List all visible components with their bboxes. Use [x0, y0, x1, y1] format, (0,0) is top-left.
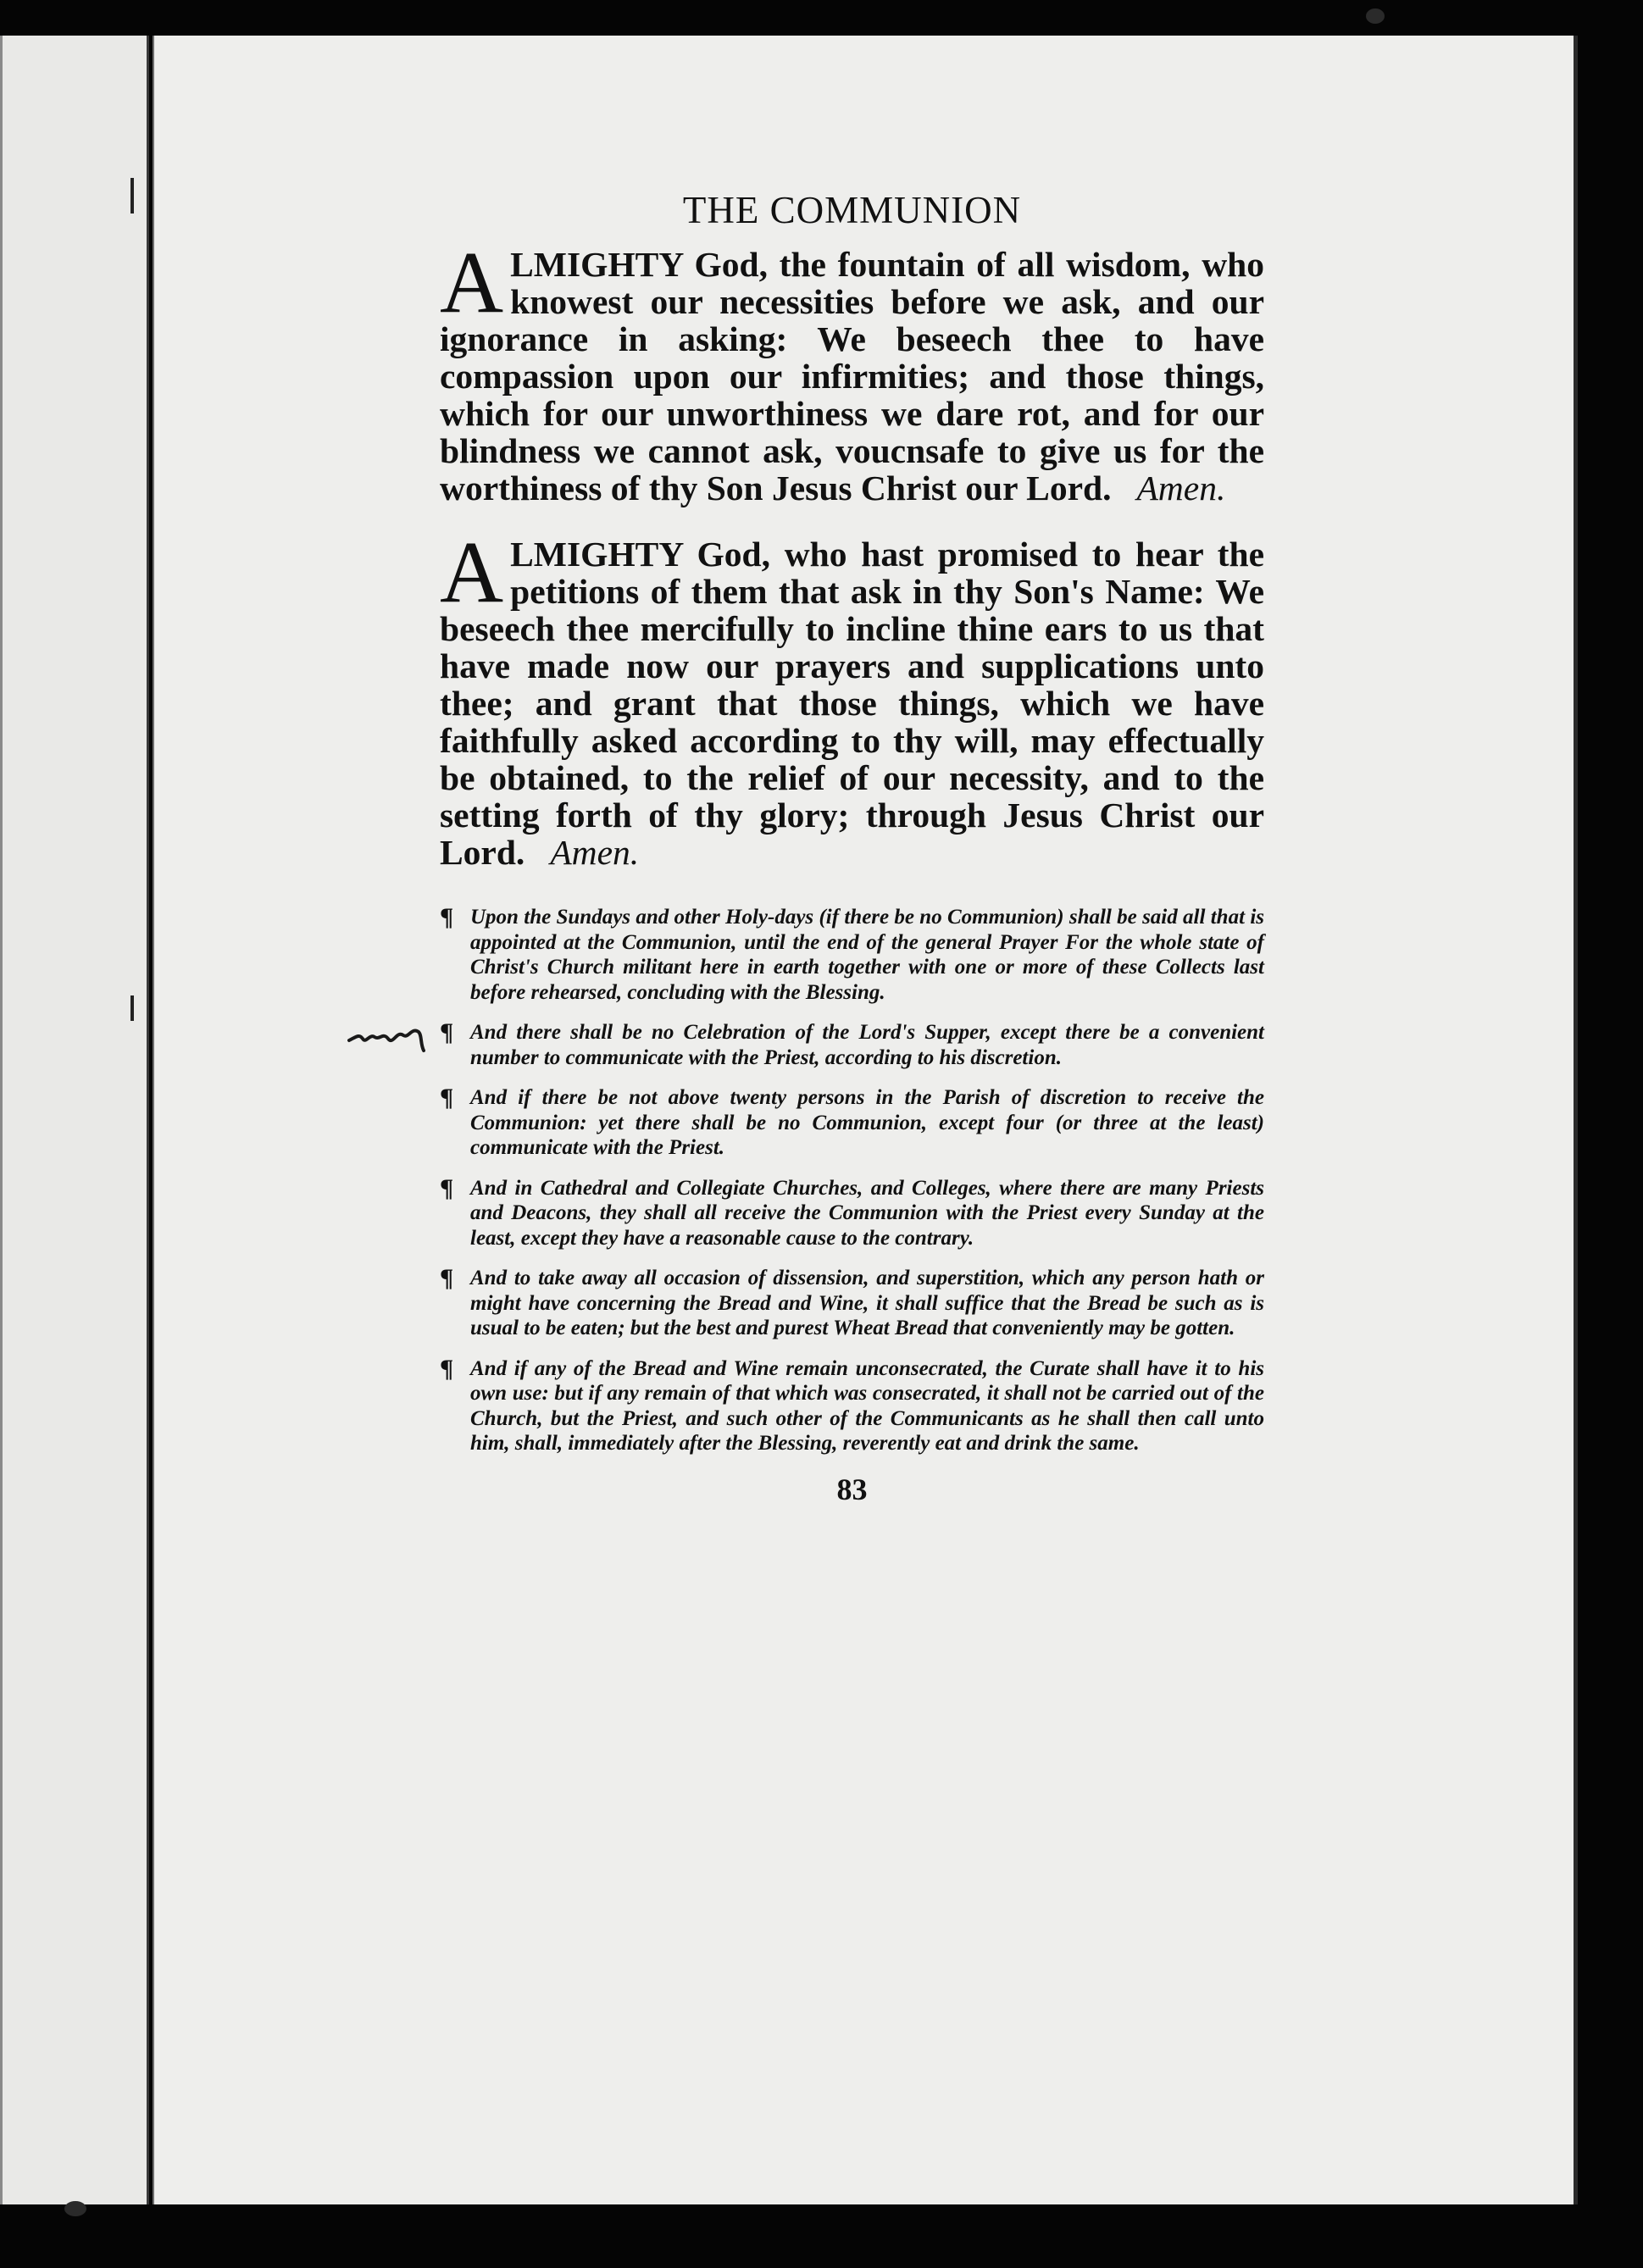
page-number: 83	[836, 1472, 868, 1506]
collect-text: LMIGHTY God, the fountain of all wisdom, who knowest our necessities before we ask, and our ignorance in asking: We beseech thee to have compassion upon our infirmities; and those things, which for our unworthiness we dare rot, and for our blindness we cannot ask, voucnsafe to give us for the worthiness of thy Son Jesus Christ our Lord.	[440, 245, 1264, 507]
rubric-text: And if any of the Bread and Wine remain unconsecrated, the Curate shall have it to his own use: but if any remain of that which was consecrated, it shall not be carried out of the Church, but the Priest, and such other of the Communicants as he shall then call unto him, shall, immediately after the Blessing, reverently eat and drink the same.	[470, 1356, 1264, 1455]
rubrics-section	[440, 905, 1264, 1456]
spine-mark	[130, 995, 134, 1021]
drop-cap: A	[440, 234, 504, 331]
rubric-text: And if there be not above twenty persons in the Parish of discretion to receive the Communion: yet there shall be no Communion, except four (or three at the least) communicate with the Priest.	[470, 1086, 1264, 1159]
pilcrow-icon: ¶	[440, 1264, 454, 1292]
collect-paragraph	[440, 524, 1264, 872]
pilcrow-icon: ¶	[440, 1084, 454, 1112]
rubric-paragraph	[440, 903, 1264, 1005]
rubric-text: And in Cathedral and Collegiate Churches, and Colleges, where there are many Priests and Deacons, they shall all receive the Communion with the Priest every Sunday at the least, except they have a reasonable cause to the contrary.	[470, 1176, 1264, 1250]
page-title: THE COMMUNION	[682, 189, 1022, 231]
drop-cap: A	[440, 524, 504, 621]
rubric-paragraph	[440, 1264, 1264, 1341]
rubric-text: And there shall be no Celebration of the Lord's Supper, except there be a convenient number to communicate with the Priest, according to his discretion.	[470, 1021, 1264, 1069]
rubric-paragraph	[440, 1173, 1264, 1251]
collect-text: LMIGHTY God, who hast promised to hear the petitions of them that ask in thy Son's Name: We beseech thee mercifully to incline thine ears to us that have made now our prayers and supplications unto thee; and grant that those things, which we have faithfully asked according to thy will, may effectually be obtained, to the relief of our necessity, and to the setting forth of thy glory; through Jesus Christ our Lord.	[440, 535, 1264, 872]
spine-mark	[130, 178, 134, 213]
rubric-paragraph	[440, 1084, 1264, 1161]
scan-speck	[64, 2201, 86, 2216]
rubric-text: And to take away all occasion of dissension, and superstition, which any person hath or might have concerning the Bread and Wine, it shall suffice that the Bread be such as is usual to be eaten; but the best and purest Wheat Bread that conveniently may be gotten.	[470, 1267, 1264, 1339]
facing-page-edge	[0, 36, 149, 2204]
pilcrow-icon: ¶	[440, 1173, 454, 1202]
amen-word: Amen.	[1136, 469, 1226, 507]
pilcrow-icon: ¶	[440, 903, 454, 931]
rubric-text: Upon the Sundays and other Holy-days (if there be no Communion) shall be said all that is appointed at the Communion, until the end of the general Prayer For the whole state of Christ's Church militant here in earth together with one or more of these Collects last before rehearsed, concluding with the Blessing.	[470, 906, 1264, 1004]
amen-word: Amen.	[550, 833, 640, 872]
handwritten-margin-note	[347, 1022, 425, 1056]
page-content	[440, 188, 1264, 1507]
pilcrow-icon: ¶	[440, 1354, 454, 1383]
collect-paragraph	[440, 234, 1264, 507]
rubric-paragraph	[440, 1354, 1264, 1456]
pilcrow-icon: ¶	[440, 1018, 454, 1046]
rubric-paragraph	[440, 1018, 1264, 1070]
scan-speck	[1366, 8, 1385, 24]
